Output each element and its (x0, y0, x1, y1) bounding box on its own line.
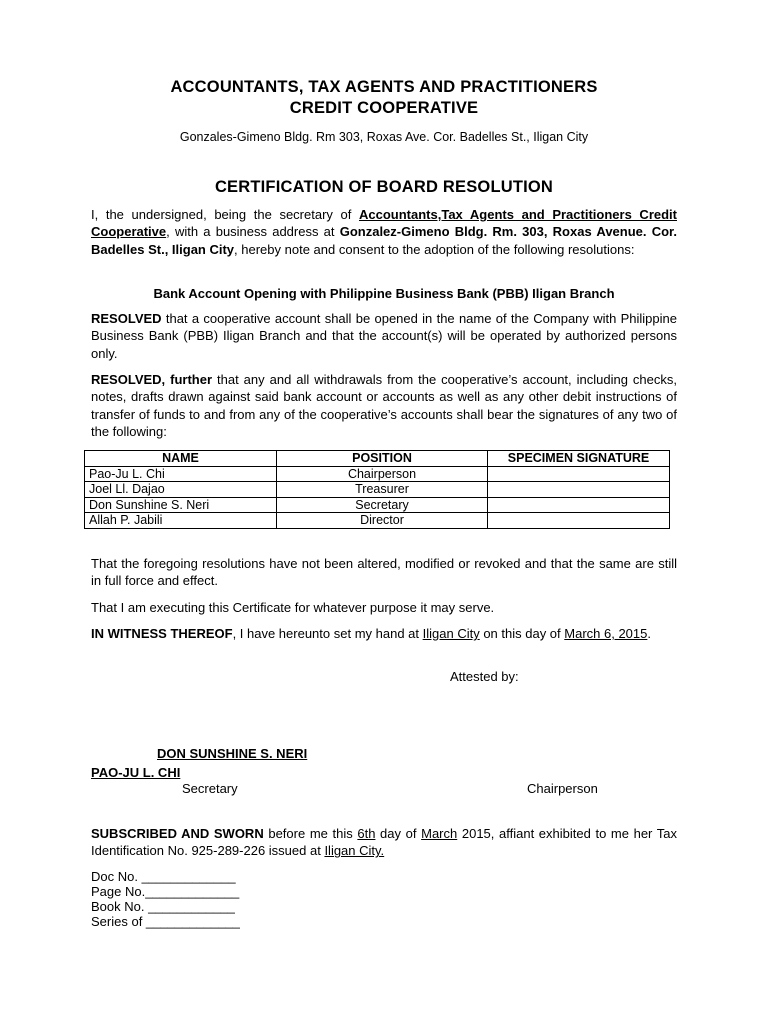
jurat-text-3: 2015, affiant exhibited to me her Tax Identification No. 925-289-226 issued at (91, 826, 678, 859)
witness-place: Iligan City (422, 626, 480, 641)
resolution-1-label: RESOLVED (91, 311, 162, 326)
cooperative-name: Accountants,Tax Agents and Practitioners Credit Cooperative (91, 207, 677, 240)
table-row (85, 482, 670, 498)
signatory-name: Joel Ll. Dajao (85, 482, 277, 498)
signatory-name: Allah P. Jabili (85, 513, 277, 529)
table-row (85, 497, 670, 513)
closing-paragraph-2: That I am executing this Certificate for whatever purpose it may serve. (91, 600, 495, 615)
signature-cell (488, 497, 670, 513)
table-row (85, 466, 670, 482)
signatory-position: Chairperson (277, 466, 488, 482)
chairperson-signature-name: PAO-JU L. CHI (91, 765, 181, 780)
org-name-line1: ACCOUNTANTS, TAX AGENTS AND PRACTITIONERS (170, 78, 598, 96)
resolution-2-label: RESOLVED, further (91, 372, 213, 387)
header-name: NAME (85, 451, 277, 467)
header-position: POSITION (277, 451, 488, 467)
chairperson-title: Chairperson (527, 781, 598, 796)
table-row (85, 513, 670, 529)
org-name-line2: CREDIT COOPERATIVE (289, 99, 479, 117)
signatories-table (84, 450, 670, 529)
jurat-month: March (421, 826, 458, 841)
signatory-position: Secretary (277, 497, 488, 513)
jurat-place: Iligan City. (324, 843, 385, 859)
secretary-signature-name: DON SUNSHINE S. NERI (157, 746, 308, 761)
secretary-title: Secretary (182, 781, 238, 796)
resolution-heading: Bank Account Opening with Philippine Business Bank (PBB) Iligan Branch (153, 286, 615, 301)
resolution-1-text: that a cooperative account shall be opened in the name of the Company with Philippine Business Bank (PBB) Iligan Branch and that the account(s) will be operated by authorized persons only. (91, 311, 677, 361)
closing-paragraph-1: That the foregoing resolutions have not been altered, modified or revoked and that the same are still in full force and effect. (91, 556, 677, 589)
signatory-position: Director (277, 513, 488, 529)
witness-paragraph (91, 625, 677, 642)
jurat-label: SUBSCRIBED AND SWORN (91, 826, 264, 841)
resolution-2-text: that any and all withdrawals from the cooperative’s account, including checks, notes, drafts drawn against said bank account or accounts as well as any other debit instructions of transfer of funds to and from any of the cooperative’s accounts shall bear the signatures of any two of the following: (91, 372, 677, 440)
jurat-text-2: day of (375, 826, 422, 841)
document-title: CERTIFICATION OF BOARD RESOLUTION (214, 178, 554, 196)
table-header-row (85, 451, 670, 467)
signatory-position: Treasurer (277, 482, 488, 498)
notary-book-no: Book No. ____________ (91, 899, 235, 914)
witness-label: IN WITNESS THEREOF (91, 626, 233, 641)
jurat-paragraph (91, 825, 677, 860)
witness-text-2: on this day of (479, 626, 565, 641)
signature-cell (488, 466, 670, 482)
intro-text-2: , with a business address at (166, 224, 340, 240)
witness-date: March 6, 2015 (564, 626, 648, 641)
header-specimen-signature: SPECIMEN SIGNATURE (488, 451, 670, 467)
notary-page-no: Page No._____________ (91, 884, 240, 899)
intro-paragraph (91, 206, 677, 258)
signatory-name: Don Sunshine S. Neri (85, 497, 277, 513)
witness-text-1: , I have hereunto set my hand at (232, 626, 423, 641)
intro-text-1: I, the undersigned, being the secretary of (91, 207, 359, 222)
signatory-name: Pao-Ju L. Chi (85, 466, 277, 482)
notary-series: Series of _____________ (91, 914, 240, 929)
signature-cell (488, 482, 670, 498)
jurat-text-1: before me this (263, 826, 358, 841)
attested-by-label: Attested by: (450, 669, 519, 684)
jurat-day: 6th (357, 826, 376, 841)
org-address: Gonzales-Gimeno Bldg. Rm 303, Roxas Ave. Cor. Badelles St., Iligan City (179, 130, 589, 144)
resolution-2 (91, 371, 677, 441)
witness-text-3: . (647, 626, 651, 641)
signature-cell (488, 513, 670, 529)
business-address: Gonzalez-Gimeno Bldg. Rm. 303, Roxas Avenue. Cor. Badelles St., Iligan City (91, 224, 677, 257)
resolution-1 (91, 310, 677, 362)
intro-text-3: , hereby note and consent to the adoption of the following resolutions: (234, 241, 635, 257)
notary-doc-no: Doc No. _____________ (91, 869, 236, 884)
